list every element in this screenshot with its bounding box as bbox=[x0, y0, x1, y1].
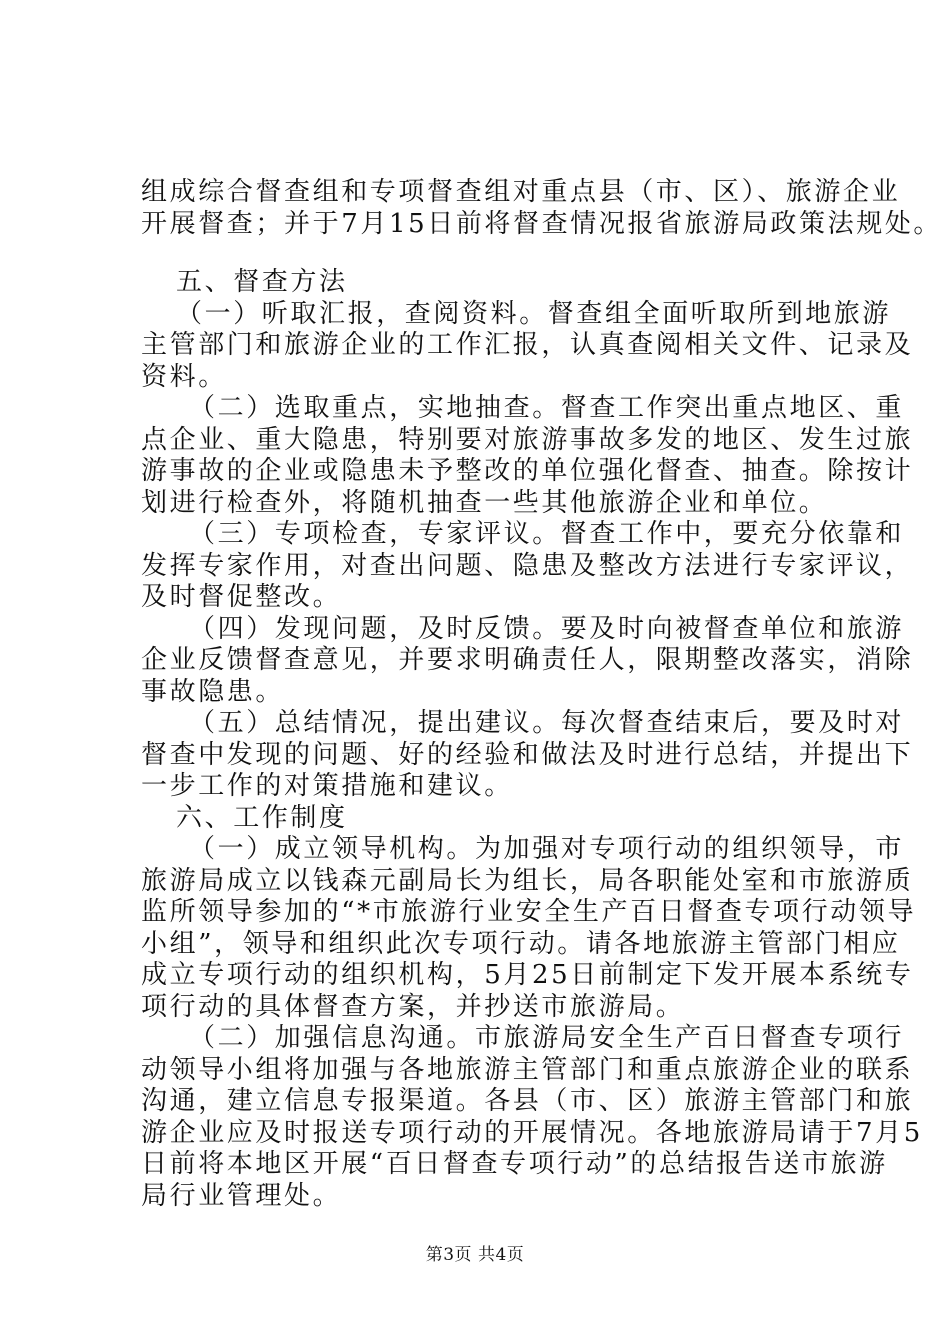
text-line: 开展督查；并于7月15日前将督查情况报省旅游局政策法规处。 bbox=[141, 208, 943, 239]
text-line: 监所领导参加的“*市旅游行业安全生产百日督查专项行动领导 bbox=[141, 897, 917, 927]
document-body bbox=[141, 177, 943, 1212]
text-line: 小组”，领导和组织此次专项行动。请各地旅游主管部门相应 bbox=[141, 928, 901, 959]
text-line: 发挥专家作用，对查出问题、隐患及整改方法进行专家评议， bbox=[141, 550, 914, 581]
text-line: （二）加强信息沟通。市旅游局安全生产百日督查专项行 bbox=[189, 1023, 905, 1053]
text-line: 企业反馈督查意见，并要求明确责任人，限期整改落实，消除 bbox=[141, 645, 914, 675]
blank-line bbox=[141, 240, 861, 267]
text-line: 游企业应及时报送专项行动的开展情况。各地旅游局请于7月5 bbox=[141, 1117, 923, 1148]
section-heading: 六、工作制度 bbox=[176, 802, 348, 833]
text-line: （四）发现问题，及时反馈。要及时向被督查单位和旅游 bbox=[189, 613, 905, 644]
text-line: 沟通，建立信息专报渠道。各县（市、区）旅游主管部门和旅 bbox=[141, 1086, 914, 1116]
section-heading: 五、督查方法 bbox=[176, 267, 348, 297]
text-line: 事故隐患。 bbox=[141, 676, 285, 707]
text-line: （三）专项检查，专家评议。督查工作中，要充分依靠和 bbox=[189, 519, 905, 549]
text-line: （一）成立领导机构。为加强对专项行动的组织领导，市 bbox=[189, 834, 905, 864]
text-line: 一步工作的对策措施和建议。 bbox=[141, 771, 513, 801]
text-line: 及时督促整改。 bbox=[141, 582, 342, 612]
text-line: 组成综合督查组和专项督查组对重点县（市、区）、旅游企业 bbox=[141, 177, 901, 207]
page-footer: 第3页 共4页 bbox=[425, 1245, 525, 1265]
text-line: 旅游局成立以钱森元副局长为组长，局各职能处室和市旅游质 bbox=[141, 865, 914, 896]
text-line: （二）选取重点，实地抽查。督查工作突出重点地区、重 bbox=[189, 393, 905, 423]
text-line: 局行业管理处。 bbox=[141, 1180, 342, 1211]
text-line: 主管部门和旅游企业的工作汇报，认真查阅相关文件、记录及 bbox=[141, 330, 914, 360]
text-line: 点企业、重大隐患，特别要对旅游事故多发的地区、发生过旅 bbox=[141, 424, 914, 455]
text-line: 督查中发现的问题、好的经验和做法及时进行总结，并提出下 bbox=[141, 739, 914, 770]
text-line: （五）总结情况，提出建议。每次督查结束后，要及时对 bbox=[189, 708, 905, 738]
text-line: 成立专项行动的组织机构，5月25日前制定下发开展本系统专 bbox=[141, 960, 914, 990]
text-line: 游事故的企业或隐患未予整改的单位强化督查、抽查。除按计 bbox=[141, 456, 914, 486]
text-line: （一）听取汇报，查阅资料。督查组全面听取所到地旅游 bbox=[176, 298, 892, 329]
text-line: 资料。 bbox=[141, 361, 227, 392]
text-line: 日前将本地区开展“百日督查专项行动”的总结报告送市旅游 bbox=[141, 1149, 888, 1179]
text-line: 划进行检查外，将随机抽查一些其他旅游企业和单位。 bbox=[141, 487, 828, 518]
text-line: 项行动的具体督查方案，并抄送市旅游局。 bbox=[141, 991, 685, 1022]
text-line: 动领导小组将加强与各地旅游主管部门和重点旅游企业的联系 bbox=[141, 1054, 914, 1085]
